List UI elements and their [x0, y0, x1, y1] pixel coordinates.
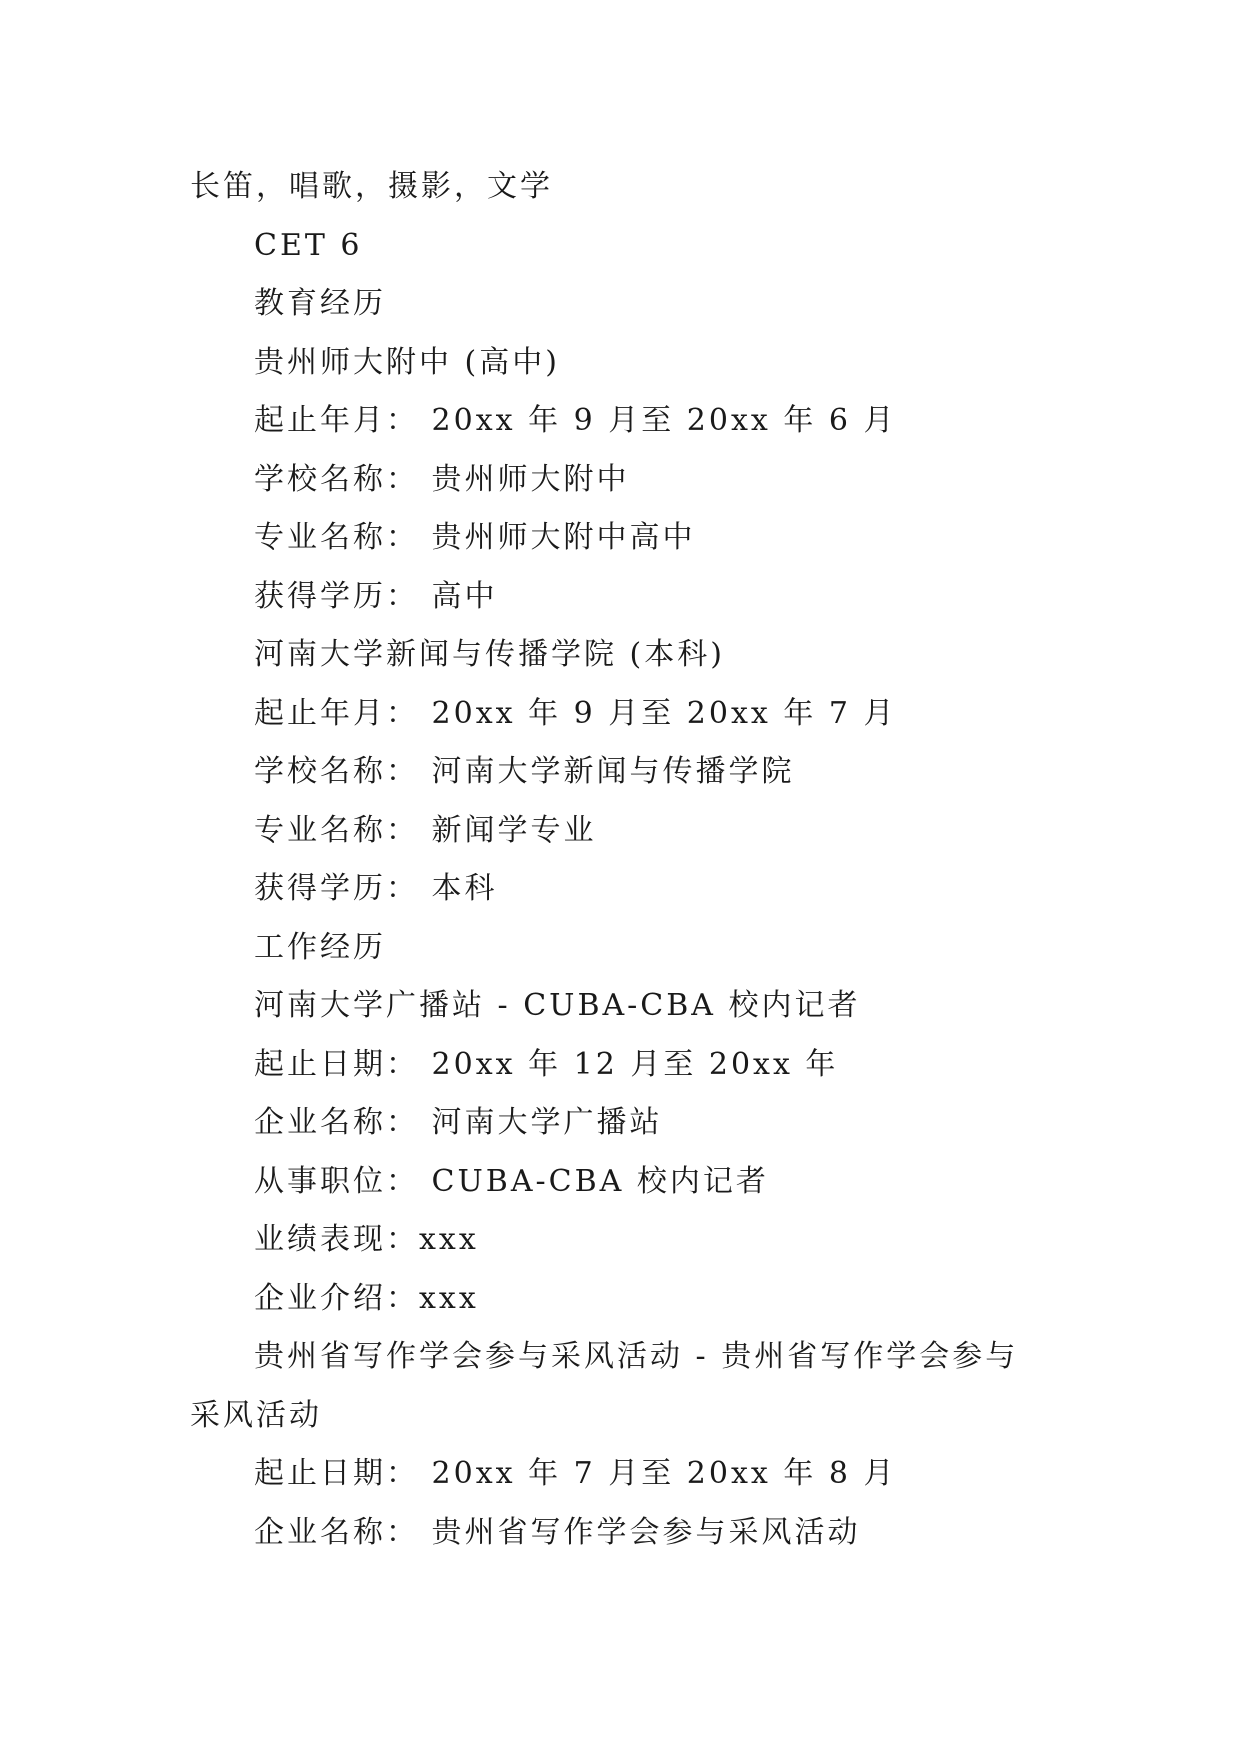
education-2-school-name: 学校名称： 河南大学新闻与传播学院: [254, 754, 795, 789]
education-school-2-title: 河南大学新闻与传播学院 (本科): [254, 637, 725, 672]
education-school-1-title: 贵州师大附中 (高中): [254, 344, 560, 380]
education-2-dates: 起止年月： 20xx 年 9 月至 20xx 年 7 月: [254, 695, 897, 731]
hobbies-line: 长笛，唱歌，摄影，文学: [190, 169, 553, 204]
work-1-title: 河南大学广播站 - CUBA-CBA 校内记者: [254, 988, 861, 1023]
work-1-position: 从事职位： CUBA-CBA 校内记者: [254, 1163, 769, 1199]
work-heading: 工作经历: [254, 929, 386, 965]
work-2-title-continued: 采风活动: [190, 1397, 322, 1433]
education-2-major: 专业名称： 新闻学专业: [254, 812, 597, 848]
education-2-degree: 获得学历： 本科: [254, 871, 498, 906]
education-1-school-name: 学校名称： 贵州师大附中: [254, 461, 630, 497]
work-1-company-intro: 企业介绍：xxx: [254, 1280, 479, 1316]
education-heading: 教育经历: [254, 286, 386, 321]
language-cert-line: CET 6: [254, 227, 363, 263]
education-1-dates: 起止年月： 20xx 年 9 月至 20xx 年 6 月: [254, 403, 897, 438]
work-2-company: 企业名称： 贵州省写作学会参与采风活动: [254, 1514, 861, 1550]
work-2-title: 贵州省写作学会参与采风活动 - 贵州省写作学会参与: [254, 1339, 1019, 1374]
work-2-dates: 起止日期： 20xx 年 7 月至 20xx 年 8 月: [254, 1456, 897, 1491]
resume-content: [190, 158, 1070, 1562]
education-1-degree: 获得学历： 高中: [254, 578, 498, 614]
work-1-dates: 起止日期： 20xx 年 12 月至 20xx 年: [254, 1046, 839, 1082]
work-1-company: 企业名称： 河南大学广播站: [254, 1105, 663, 1140]
education-1-major: 专业名称： 贵州师大附中高中: [254, 520, 696, 555]
work-1-performance: 业绩表现：xxx: [254, 1222, 479, 1257]
